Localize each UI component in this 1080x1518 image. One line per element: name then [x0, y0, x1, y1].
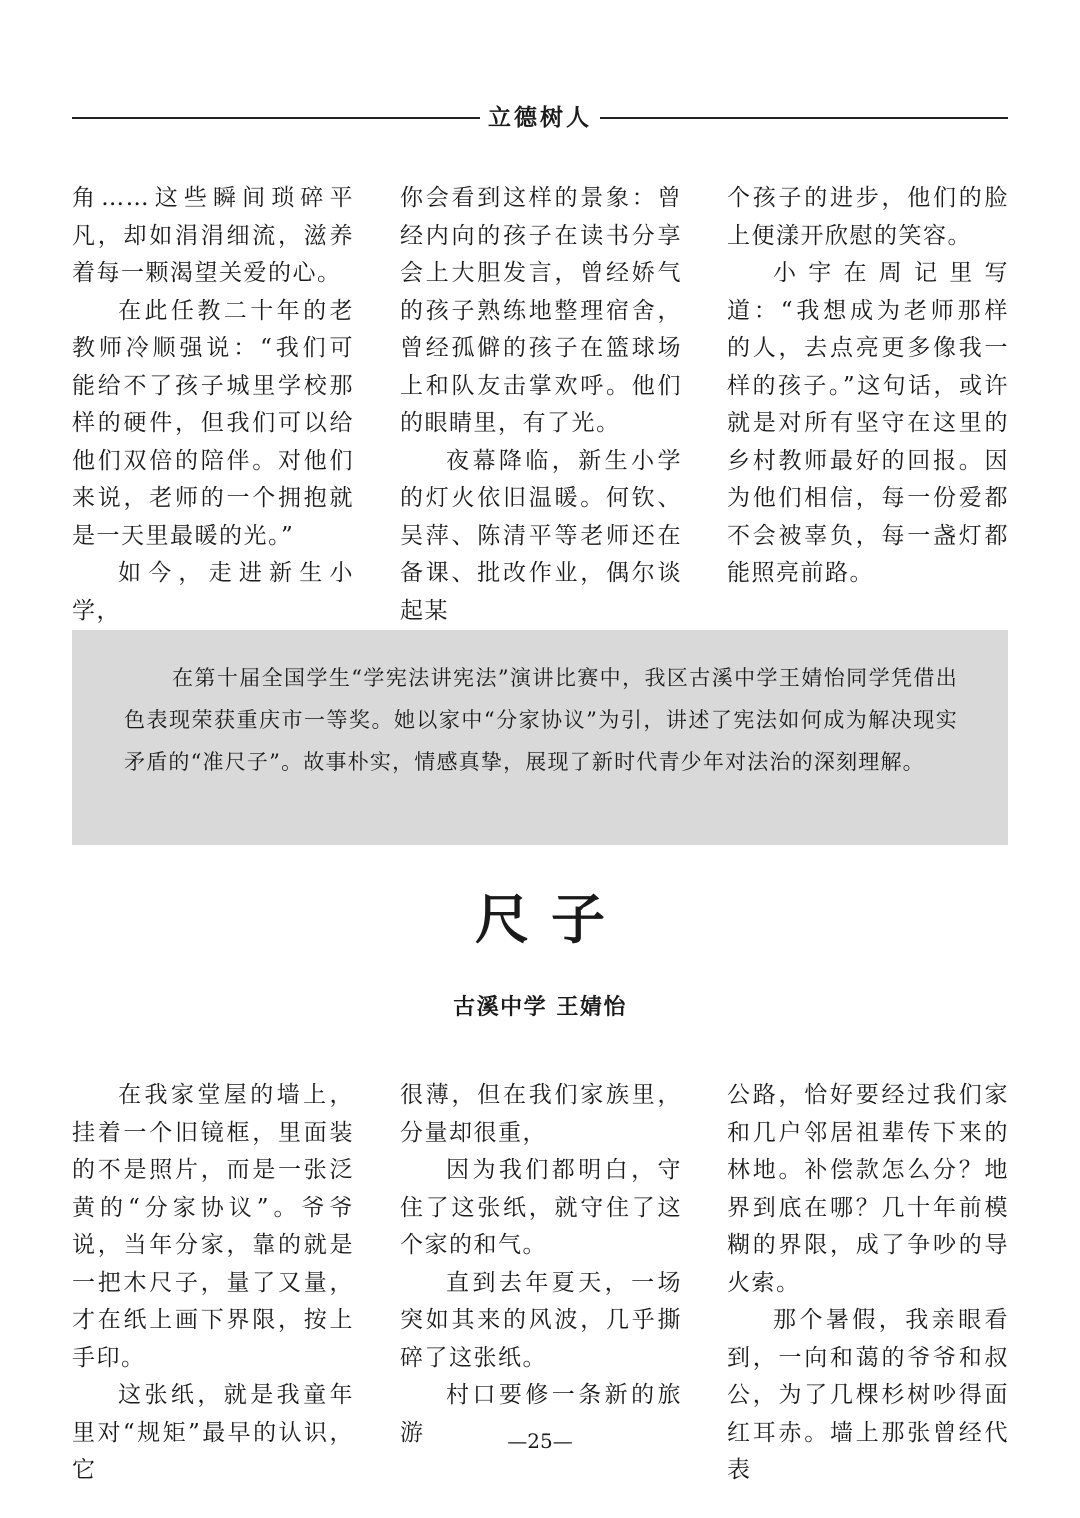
paragraph: 小宇在周记里写道：“我想成为老师那样的人，去点亮更多像我一样的孩子。”这句话，或许就是对所有坚守在这里的乡村教师最好的回报。因为他们相信，每一份爱都不会被辜负，每一盏灯都能照亮前路。	[727, 260, 1009, 586]
paragraph: 如今，走进新生小学，	[72, 560, 354, 624]
paragraph: 夜幕降临，新生小学的灯火依旧温暖。何钦、吴萍、陈清平等老师还在备课、批改作业，偶尔谈起某	[400, 447, 682, 624]
paragraph: 角……这些瞬间琐碎平凡，却如涓涓细流，滋养着每一颗渴望关爱的心。	[72, 185, 354, 286]
paragraph: 你会看到这样的景象：曾经内向的孩子在读书分享会上大胆发言，曾经娇气的孩子熟练地整理宿舍，曾经孤僻的孩子在篮球场上和队友击掌欢呼。他们的眼睛里，有了光。	[400, 185, 682, 436]
running-header	[72, 100, 1008, 136]
header-rule-left	[72, 117, 480, 119]
author-byline: 古溪中学 王婧怡	[453, 994, 627, 1020]
paragraph: 那个暑假，我亲眼看到，一向和蔼的爷爷和叔公，为了几棵杉树吵得面红耳赤。墙上那张曾经代表	[727, 1307, 1009, 1483]
paragraph: 直到去年夏天，一场突如其来的风波，几乎撕碎了这张纸。	[400, 1269, 682, 1371]
paragraph: 村口要修一条新的旅游	[400, 1382, 682, 1446]
notice-text: 在第十届全国学生“学宪法讲宪法”演讲比赛中，我区古溪中学王婧怡同学凭借出色表现荣获重庆市一等奖。她以家中“分家协议”为引，讲述了宪法如何成为解决现实矛盾的“准尺子”。故事朴实，情感真挚，展现了新时代青少年对法治的深刻理解。	[124, 666, 958, 774]
bottom-column-2	[400, 1077, 682, 1452]
intro-notice-box	[72, 630, 1008, 845]
page-number: —25—	[507, 1429, 573, 1453]
paragraph: 在我家堂屋的墙上，挂着一个旧镜框，里面装的不是照片，而是一张泛黄的“分家协议”。爷爷说，当年分家，靠的就是一把木尺子，量了又量，才在纸上画下界限，按上手印。	[72, 1082, 354, 1371]
top-column-3	[727, 180, 1009, 593]
top-column-1	[72, 180, 354, 630]
paragraph: 个孩子的进步，他们的脸上便漾开欣慰的笑容。	[727, 185, 1009, 249]
paragraph: 很薄，但在我们家族里，分量却很重，	[400, 1082, 682, 1146]
paragraph: 在此任教二十年的老教师冷顺强说：“我们可能给不了孩子城里学校那样的硬件，但我们可以给他们双倍的陪伴。对他们来说，老师的一个拥抱就是一天里最暖的光。”	[72, 297, 354, 549]
paragraph: 这张纸，就是我童年里对“规矩”最早的认识，它	[72, 1382, 354, 1483]
header-rule-right	[600, 117, 1008, 119]
top-column-2	[400, 180, 682, 630]
article-title: 尺子	[475, 888, 627, 951]
section-title: 立德树人	[488, 105, 592, 131]
paragraph: 公路，恰好要经过我们家和几户邻居祖辈传下来的林地。补偿款怎么分？地界到底在哪？几十年前模糊的界限，成了争吵的导火索。	[727, 1082, 1009, 1296]
paragraph: 因为我们都明白，守住了这张纸，就守住了这个家的和气。	[400, 1157, 682, 1258]
